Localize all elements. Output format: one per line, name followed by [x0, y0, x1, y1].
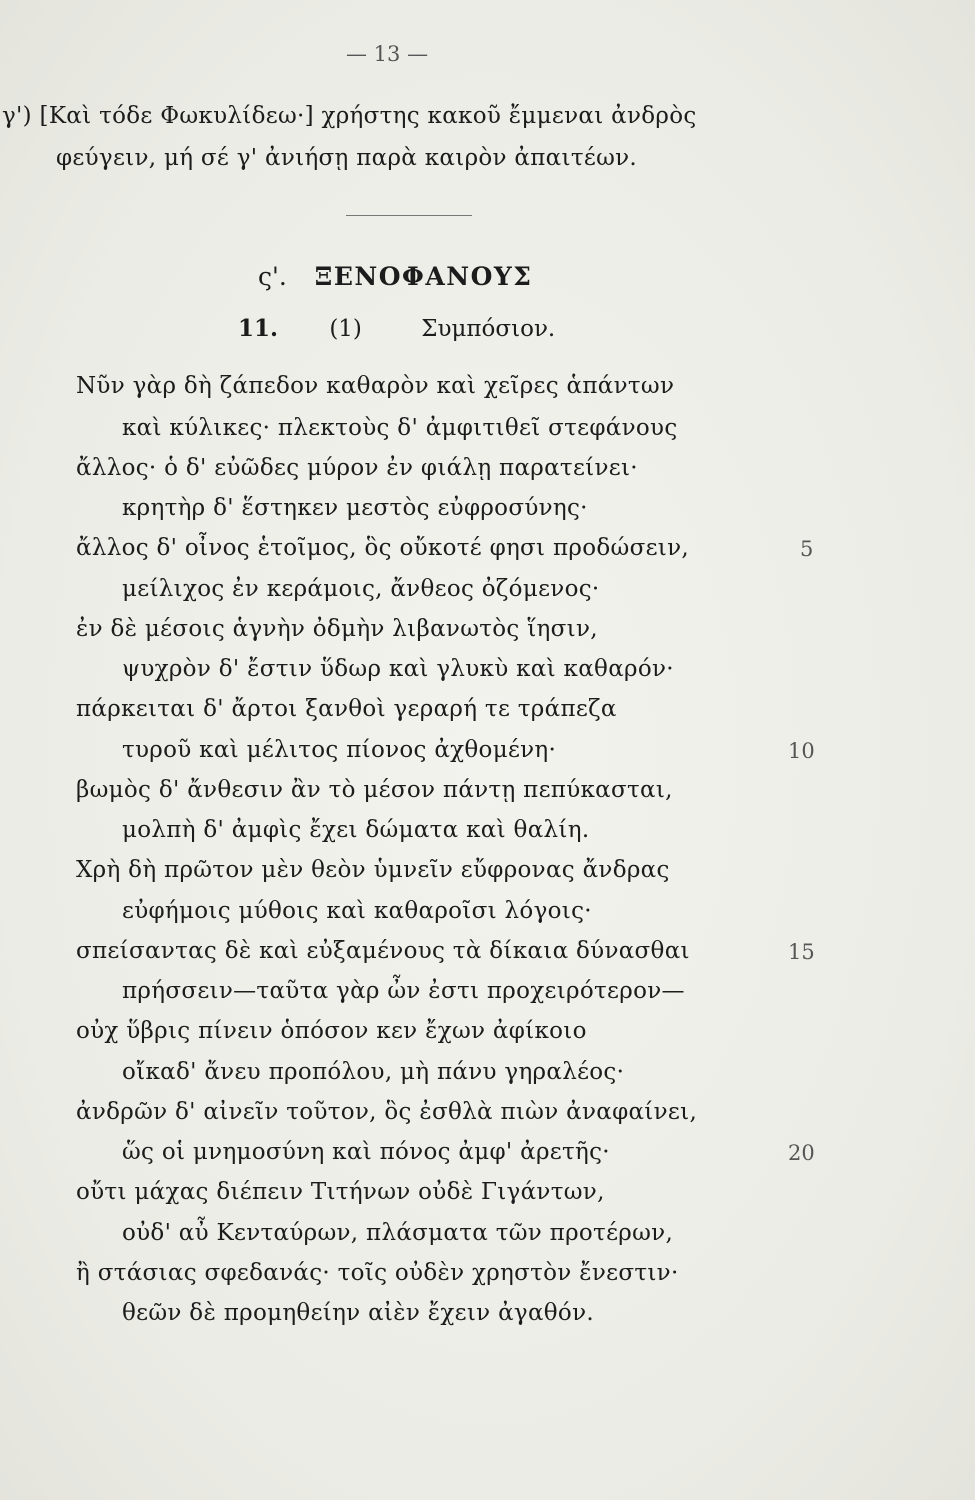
poem-line: ἄλλος δ' οἶνος ἑτοῖμος, ὃς οὔκοτέ φησι προδώσειν, — [76, 535, 689, 561]
line-number: 5 — [800, 537, 814, 561]
poem-line: μολπὴ δ' ἀμφὶς ἔχει δώματα καὶ θαλίη. — [122, 817, 590, 843]
poem-line: οὐδ' αὖ Κενταύρων, πλάσματα τῶν προτέρων, — [122, 1220, 674, 1246]
poem-line: καὶ κύλικες· πλεκτοὺς δ' ἀμφιτιθεῖ στεφάνους — [122, 415, 678, 441]
fragment-intro-line-1: γ') [Καὶ τόδε Φωκυλίδεω·] χρήστης κακοῦ ἔμμεναι ἀνδρὸς — [2, 103, 697, 129]
section-title: ΞΕΝΟΦΑΝΟΥΣ — [314, 262, 533, 291]
poem-line: θεῶν δὲ προμηθείην αἰὲν ἔχειν ἀγαθόν. — [122, 1300, 594, 1326]
poem-line: ψυχρὸν δ' ἔστιν ὕδωρ καὶ γλυκὺ καὶ καθαρόν· — [122, 656, 674, 682]
poem-line: εὐφήμοις μύθοις καὶ καθαροῖσι λόγοις· — [122, 898, 592, 924]
poem-title: Συμπόσιον. — [421, 316, 556, 342]
page-number: — 13 — — [346, 42, 429, 66]
section-divider — [346, 215, 472, 216]
poem-line: ἢ στάσιας σφεδανάς· τοῖς οὐδὲν χρηστὸν ἔνεστιν· — [76, 1260, 679, 1286]
poem-line: Χρὴ δὴ πρῶτον μὲν θεὸν ὑμνεῖν εὔφρονας ἄνδρας — [76, 857, 670, 883]
poem-line: οὔτι μάχας διέπειν Τιτήνων οὐδὲ Γιγάντων, — [76, 1179, 605, 1205]
poem-line: σπείσαντας δὲ καὶ εὐξαμένους τὰ δίκαια δύνασθαι — [76, 938, 690, 964]
poem-line: τυροῦ καὶ μέλιτος πίονος ἀχθομένη· — [122, 737, 557, 763]
poem-line: ἐν δὲ μέσοις ἁγνὴν ὀδμὴν λιβανωτὸς ἵησιν, — [76, 616, 598, 642]
poem-line: ἄλλος· ὁ δ' εὐῶδες μύρον ἐν φιάλῃ παρατείνει· — [76, 455, 638, 481]
poem-line: οἴκαδ' ἄνευ προπόλου, μὴ πάνυ γηραλέος· — [122, 1059, 625, 1085]
poem-line: ὥς οἱ μνημοσύνη καὶ πόνος ἀμφ' ἀρετῆς· — [122, 1139, 610, 1165]
line-number: 20 — [788, 1141, 815, 1165]
line-number: 15 — [788, 940, 815, 964]
poem-line: οὐχ ὕβρις πίνειν ὁπόσον κεν ἔχων ἀφίκοιο — [76, 1018, 587, 1044]
line-number: 10 — [788, 739, 815, 763]
poem-line: Νῦν γὰρ δὴ ζάπεδον καθαρὸν καὶ χεῖρες ἁπάντων — [76, 373, 675, 399]
poem-line: κρητὴρ δ' ἕστηκεν μεστὸς εὐφροσύνης· — [122, 495, 588, 521]
poem-line: πάρκειται δ' ἄρτοι ξανθοὶ γεραρή τε τράπεζα — [76, 696, 617, 722]
poem-line: μείλιχος ἐν κεράμοις, ἄνθεος ὀζόμενος· — [122, 576, 600, 602]
poem-line: ἀνδρῶν δ' αἰνεῖν τοῦτον, ὃς ἐσθλὰ πιὼν ἀναφαίνει, — [76, 1099, 698, 1125]
section-number: ς'. — [258, 262, 287, 291]
section-heading — [258, 262, 532, 291]
fragment-intro-line-2: φεύγειν, μή σέ γ' ἀνιήσῃ παρὰ καιρὸν ἀπαιτέων. — [56, 145, 638, 171]
poem-line: βωμὸς δ' ἄνθεσιν ἂν τὸ μέσον πάντῃ πεπύκασται, — [76, 777, 673, 803]
poem-number: 11. — [238, 315, 279, 342]
poem-heading — [238, 315, 555, 342]
poem-line: πρήσσειν—ταῦτα γὰρ ὦν ἐστι προχειρότερον— — [122, 978, 685, 1004]
poem-fragment-number: (1) — [329, 316, 362, 342]
